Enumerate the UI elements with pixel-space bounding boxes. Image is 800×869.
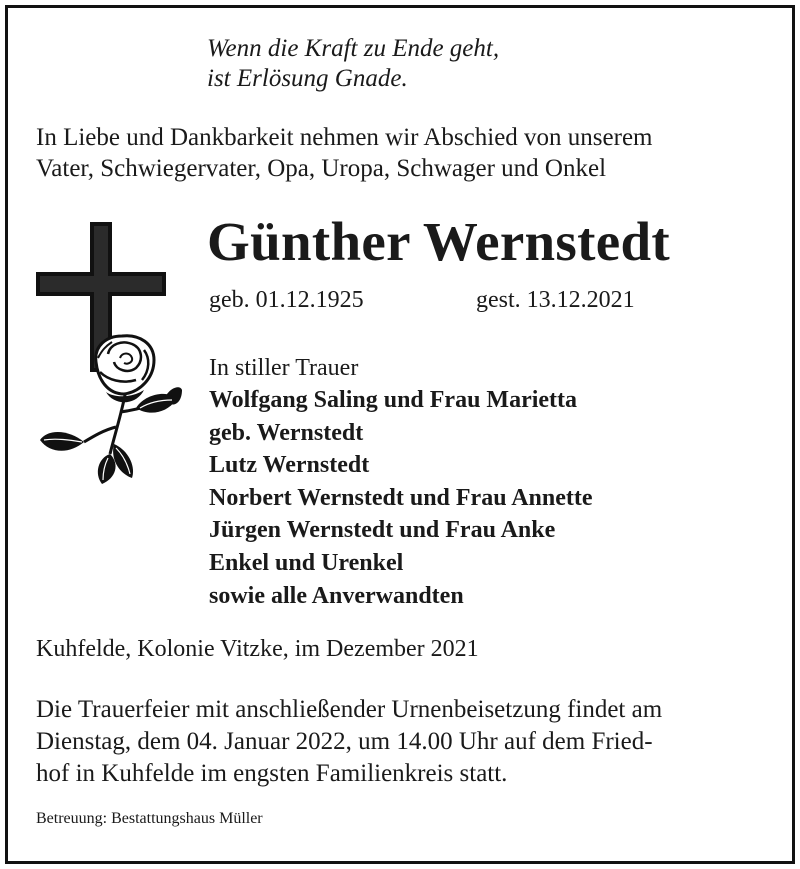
motto-line-1: Wenn die Kraft zu Ende geht, [207, 35, 500, 62]
emblem [36, 222, 186, 487]
mourner-line: sowie alle Anverwandten [209, 582, 464, 609]
mourner-line: Norbert Wernstedt und Frau Annette [209, 484, 593, 511]
mourners-list [209, 384, 593, 612]
service-line-1: Die Trauerfeier mit anschließender Urnenbeisetzung findet am [36, 696, 663, 723]
service-info [36, 694, 662, 790]
deceased-name: Günther Wernstedt [207, 211, 670, 272]
mourner-line: Wolfgang Saling und Frau Marietta [209, 387, 578, 413]
mourner-line: Lutz Wernstedt [209, 452, 370, 479]
mourner-line: Enkel und Urenkel [209, 549, 404, 576]
intro-text [36, 122, 653, 184]
service-line-3: hof in Kuhfelde im engsten Familienkreis statt. [36, 760, 508, 787]
death-date: gest. 13.12.2021 [476, 287, 635, 313]
mourning-heading: In stiller Trauer [209, 355, 359, 381]
place-date: Kuhfelde, Kolonie Vitzke, im Dezember 2021 [36, 636, 479, 662]
mourner-line: Jürgen Wernstedt und Frau Anke [209, 517, 556, 544]
intro-line-1: In Liebe und Dankbarkeit nehmen wir Abschied von unserem [36, 124, 653, 151]
intro-line-2: Vater, Schwiegervater, Opa, Uropa, Schwager und Onkel [36, 155, 607, 182]
motto [207, 34, 499, 94]
birth-date: geb. 01.12.1925 [209, 287, 364, 313]
rose-icon [40, 336, 182, 484]
service-line-2: Dienstag, dem 04. Januar 2022, um 14.00 Uhr auf dem Fried- [36, 728, 653, 755]
undertaker-credit: Betreuung: Bestattungshaus Müller [36, 810, 263, 827]
mourner-line: geb. Wernstedt [209, 419, 364, 446]
motto-line-2: ist Erlösung Gnade. [207, 65, 408, 92]
